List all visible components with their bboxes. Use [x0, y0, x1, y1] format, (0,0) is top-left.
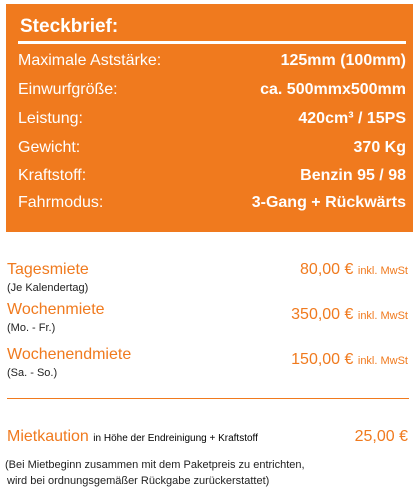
price-sub: (Je Kalendertag)	[7, 282, 89, 294]
price-label: Wochenmiete	[7, 301, 105, 318]
price-amount	[291, 351, 408, 369]
spec-row	[18, 194, 406, 218]
spec-title-underline	[18, 41, 406, 44]
price-amount	[291, 306, 408, 324]
price-label: Wochenendmiete	[7, 346, 132, 363]
deposit-label: Mietkaution	[7, 428, 89, 445]
spec-label: Maximale Aststärke:	[18, 52, 162, 69]
deposit-amount: 25,00 €	[354, 428, 408, 445]
spec-label: Gewicht:	[18, 139, 81, 156]
deposit-explanation	[5, 457, 415, 489]
price-sub: (Sa. - So.)	[7, 367, 58, 379]
price-label: Tagesmiete	[7, 261, 89, 278]
spec-label: Einwurfgröße:	[18, 81, 118, 98]
spec-label: Fahrmodus:	[18, 194, 104, 211]
spec-row	[18, 167, 406, 191]
spec-row	[18, 139, 406, 163]
spec-value: 420cm³ / 15PS	[298, 110, 406, 127]
deposit-label-group	[7, 428, 258, 446]
price-value: 80,00 €	[300, 261, 354, 278]
spec-row	[18, 110, 406, 134]
spec-row	[18, 81, 406, 105]
spec-row	[18, 52, 406, 76]
deposit-explanation-line: (Bei Mietbeginn zusammen mit dem Paketpreis zu entrichten,	[5, 459, 305, 471]
spec-label: Leistung:	[18, 110, 83, 127]
deposit-explanation-line: wird bei ordnungsgemäßer Rückgabe zurückerstattet)	[7, 475, 270, 487]
spec-panel	[6, 4, 413, 232]
spec-value: Benzin 95 / 98	[300, 167, 406, 184]
spec-title: Steckbrief:	[20, 16, 119, 37]
price-sub: (Mo. - Fr.)	[7, 322, 56, 334]
price-tax-note: inkl. MwSt	[357, 265, 408, 277]
spec-value: ca. 500mmx500mm	[260, 81, 406, 98]
price-value: 350,00 €	[291, 306, 354, 323]
spec-value: 125mm (100mm)	[280, 52, 406, 69]
divider	[7, 398, 409, 399]
price-tax-note: inkl. MwSt	[357, 310, 408, 322]
deposit-note: in Höhe der Endreinigung + Kraftstoff	[93, 433, 258, 444]
price-amount	[300, 261, 408, 279]
price-tax-note: inkl. MwSt	[357, 355, 408, 367]
deposit-row	[0, 428, 420, 450]
spec-value: 370 Kg	[353, 139, 406, 156]
spec-label: Kraftstoff:	[18, 167, 87, 184]
price-value: 150,00 €	[291, 351, 354, 368]
spec-value: 3-Gang + Rückwärts	[251, 194, 406, 211]
